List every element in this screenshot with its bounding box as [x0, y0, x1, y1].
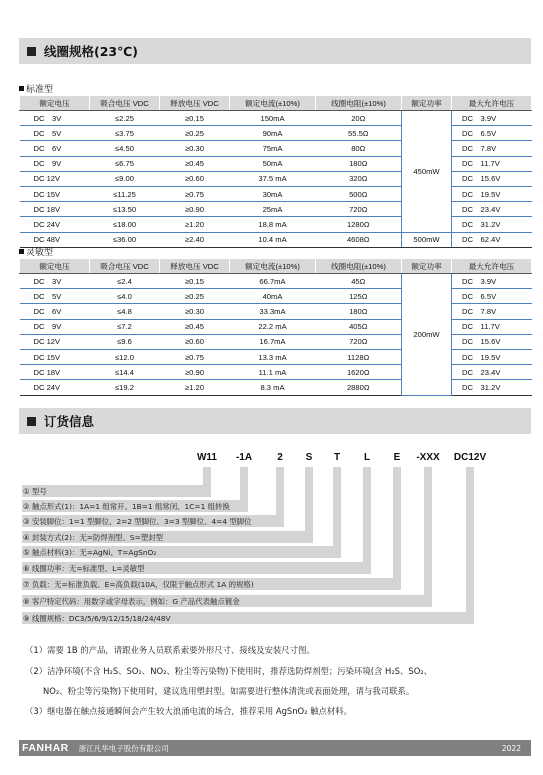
table-row — [20, 202, 532, 217]
table-cell: 11.1 mA — [230, 365, 316, 380]
table-cell: ≤18.00 — [90, 217, 160, 232]
table-cell: 33.3mA — [230, 304, 316, 319]
header-cell: 释放电压 VDC — [160, 259, 230, 274]
section-title: 线圈规格(23℃) — [44, 44, 138, 59]
table-row — [20, 289, 532, 304]
table-cell: 55.5Ω — [316, 126, 402, 141]
table-cell: DC 62.4V — [452, 232, 532, 247]
table-cell: 1128Ω — [316, 349, 402, 364]
table-row — [20, 217, 532, 232]
table-cell: ≤3.75 — [90, 126, 160, 141]
legend-item: ⑧ 客户特定代码：用数字或字母表示，例如：G 产品代表触点镀金 — [23, 597, 240, 606]
table-row — [20, 334, 532, 349]
table-cell: ≤11.25 — [90, 186, 160, 201]
table-cell: DC 24V — [20, 217, 90, 232]
square-bullet-icon — [27, 417, 36, 426]
table-cell: 18.8 mA — [230, 217, 316, 232]
table-row — [20, 186, 532, 201]
header-cell: 额定电压 — [20, 96, 90, 111]
table-cell: DC 6V — [20, 304, 90, 319]
table-cell: ≥0.75 — [160, 186, 230, 201]
table-cell: ≤13.50 — [90, 202, 160, 217]
table-cell: DC 11.7V — [452, 156, 532, 171]
note-2-continued: NO₂、粉尘等污染物)下使用时，建议选用塑封型。如需要进行整体清洗或表面处理，请与我司联系。 — [43, 686, 415, 696]
table-cell: 90mA — [230, 126, 316, 141]
header-cell: 释放电压 VDC — [160, 96, 230, 111]
table-row — [20, 365, 532, 380]
table-cell: 22.2 mA — [230, 319, 316, 334]
table-row — [20, 156, 532, 171]
table-cell: DC 23.4V — [452, 202, 532, 217]
table-cell: DC 5V — [20, 289, 90, 304]
table-cell: DC 12V — [20, 171, 90, 186]
table-cell: ≥1.20 — [160, 217, 230, 232]
table-cell: 50mA — [230, 156, 316, 171]
table-row — [20, 380, 532, 395]
table-cell: 25mA — [230, 202, 316, 217]
table-row — [20, 171, 532, 186]
table-cell: ≥0.25 — [160, 126, 230, 141]
table-cell: ≥0.25 — [160, 289, 230, 304]
section-header-coil-spec — [19, 38, 531, 64]
header-cell: 线圈电阻(±10%) — [316, 96, 402, 111]
footer-year: 2022 — [501, 743, 521, 753]
code-part: E — [393, 451, 401, 463]
table-cell: ≥0.15 — [160, 111, 230, 126]
table-cell: ≤14.4 — [90, 365, 160, 380]
legend-item: ⑨ 线圈规格：DC3/5/6/9/12/15/18/24/48V — [23, 614, 171, 623]
guide-line — [424, 467, 432, 603]
table-cell: DC 3V — [20, 111, 90, 126]
table-cell: DC 19.5V — [452, 349, 532, 364]
header-cell: 额定功率 — [402, 96, 452, 111]
table-cell: 40mA — [230, 289, 316, 304]
code-part: -1A — [235, 451, 253, 463]
table-cell: 1280Ω — [316, 217, 402, 232]
section-title: 订货信息 — [44, 414, 95, 429]
table-cell: DC 31.2V — [452, 380, 532, 395]
table-cell: 1620Ω — [316, 365, 402, 380]
header-cell: 吸合电压 VDC — [90, 259, 160, 274]
table-cell: ≤2.4 — [90, 274, 160, 289]
sensitive-type-label: 灵敏型 — [19, 245, 53, 258]
header-cell: 额定电压 — [20, 259, 90, 274]
table-cell: DC 6V — [20, 141, 90, 156]
guide-line — [393, 467, 401, 586]
table-cell: DC 12V — [20, 334, 90, 349]
table-cell: 8.3 mA — [230, 380, 316, 395]
section-header-ordering-info — [19, 408, 531, 434]
table-cell: ≤9.6 — [90, 334, 160, 349]
sensitive-coil-table — [19, 258, 532, 396]
legend-item: ② 触点形式(1)：1A=1 组常开、1B=1 组常闭、1C=1 组转换 — [23, 502, 230, 511]
table-cell: 500Ω — [316, 186, 402, 201]
header-cell: 吸合电压 VDC — [90, 96, 160, 111]
table-cell: ≤36.00 — [90, 232, 160, 247]
table-cell: DC 18V — [20, 365, 90, 380]
header-cell: 额定功率 — [402, 259, 452, 274]
table-cell: ≤4.0 — [90, 289, 160, 304]
table-row — [20, 319, 532, 334]
table-cell: 66.7mA — [230, 274, 316, 289]
table-cell: DC 5V — [20, 126, 90, 141]
rated-power-cell: 500mW — [402, 232, 452, 247]
table-row — [20, 111, 532, 126]
table-cell: 720Ω — [316, 202, 402, 217]
note-1: （1）需要 1B 的产品，请跟业务人员联系索要外形尺寸、接线及安装尺寸图。 — [25, 645, 315, 655]
table-cell: 180Ω — [316, 304, 402, 319]
header-cell: 最大允许电压 — [452, 96, 532, 111]
code-part: -XXX — [416, 451, 440, 463]
table-header-row — [20, 259, 532, 274]
table-cell: 45Ω — [316, 274, 402, 289]
legend-item: ① 型号 — [23, 487, 47, 496]
square-bullet-icon — [19, 86, 24, 91]
guide-line — [305, 467, 313, 539]
table-cell: DC 19.5V — [452, 186, 532, 201]
table-cell: 75mA — [230, 141, 316, 156]
table-cell: 30mA — [230, 186, 316, 201]
table-header-row — [20, 96, 532, 111]
table-cell: 2880Ω — [316, 380, 402, 395]
table-cell: ≥0.30 — [160, 304, 230, 319]
code-part: S — [305, 451, 313, 463]
table-cell: ≤4.8 — [90, 304, 160, 319]
table-row — [20, 274, 532, 289]
guide-line — [22, 485, 211, 497]
table-cell: 180Ω — [316, 156, 402, 171]
table-cell: 150mA — [230, 111, 316, 126]
table-cell: DC 9V — [20, 319, 90, 334]
note-3: （3）继电器在触点接通瞬间会产生较大浪涌电流的场合，推荐采用 AgSnO₂ 触点材料。 — [25, 706, 353, 716]
table-cell: DC 48V — [20, 232, 90, 247]
table-cell: 125Ω — [316, 289, 402, 304]
table-cell: ≥0.45 — [160, 319, 230, 334]
table-cell: DC 15V — [20, 186, 90, 201]
square-bullet-icon — [27, 47, 36, 56]
table-cell: ≥0.30 — [160, 141, 230, 156]
table-cell: DC 31.2V — [452, 217, 532, 232]
table-cell: 20Ω — [316, 111, 402, 126]
table-cell: ≤9.00 — [90, 171, 160, 186]
table-cell: 37.5 mA — [230, 171, 316, 186]
table-cell: ≤12.0 — [90, 349, 160, 364]
table-cell: ≥0.60 — [160, 171, 230, 186]
legend-item: ④ 封装方式(2)：无=防焊剂型、S=塑封型 — [23, 533, 163, 542]
company-logo: FANHAR — [22, 742, 69, 754]
company-name: 浙江凡华电子股份有限公司 — [78, 743, 169, 753]
table-cell: ≤2.25 — [90, 111, 160, 126]
table-cell: 13.3 mA — [230, 349, 316, 364]
table-cell: ≤6.75 — [90, 156, 160, 171]
code-part: DC12V — [453, 451, 487, 463]
standard-type-label: 标准型 — [19, 82, 53, 95]
table-cell: 320Ω — [316, 171, 402, 186]
table-cell: DC 3V — [20, 274, 90, 289]
table-row — [20, 141, 532, 156]
table-cell: DC 7.8V — [452, 304, 532, 319]
guide-line — [466, 467, 474, 620]
legend-item: ⑥ 线圈功率：无=标准型、L=灵敏型 — [23, 564, 145, 573]
table-cell: ≥0.15 — [160, 274, 230, 289]
table-cell: ≥0.60 — [160, 334, 230, 349]
table-cell: DC 6.5V — [452, 126, 532, 141]
table-cell: DC 3.9V — [452, 274, 532, 289]
square-bullet-icon — [19, 249, 24, 254]
table-row — [20, 232, 532, 247]
table-cell: ≥1.20 — [160, 380, 230, 395]
table-row — [20, 126, 532, 141]
table-row — [20, 304, 532, 319]
table-cell: 10.4 mA — [230, 232, 316, 247]
table-cell: DC 7.8V — [452, 141, 532, 156]
header-cell: 额定电流(±10%) — [230, 96, 316, 111]
code-part: T — [333, 451, 341, 463]
table-cell: ≥0.90 — [160, 202, 230, 217]
code-part: 2 — [277, 451, 283, 463]
table-cell: ≥0.90 — [160, 365, 230, 380]
table-cell: 16.7mA — [230, 334, 316, 349]
table-cell: ≤19.2 — [90, 380, 160, 395]
table-cell: ≥0.45 — [160, 156, 230, 171]
standard-coil-table — [19, 95, 532, 248]
table-cell: 80Ω — [316, 141, 402, 156]
code-part: L — [363, 451, 371, 463]
legend-item: ⑦ 负载：无=标准负载、E=高负载(10A，仅限于触点形式 1A 的规格) — [23, 580, 254, 589]
table-cell: DC 3.9V — [452, 111, 532, 126]
table-cell: ≤7.2 — [90, 319, 160, 334]
table-cell: 720Ω — [316, 334, 402, 349]
legend-item: ⑤ 触点材料(3)：无=AgNi、T=AgSnO₂ — [23, 548, 157, 557]
table-row — [20, 349, 532, 364]
table-cell: DC 15.6V — [452, 334, 532, 349]
table-cell: DC 18V — [20, 202, 90, 217]
table-cell: 4608Ω — [316, 232, 402, 247]
rated-power-cell: 450mW — [402, 111, 452, 233]
table-cell: DC 23.4V — [452, 365, 532, 380]
table-cell: DC 11.7V — [452, 319, 532, 334]
legend-item: ③ 安装脚位：1=1 型脚位、2=2 型脚位、3=3 型脚位、4=4 型脚位 — [23, 517, 252, 526]
code-part: W11 — [196, 451, 217, 463]
table-cell: 405Ω — [316, 319, 402, 334]
table-cell: DC 9V — [20, 156, 90, 171]
table-cell: ≤4.50 — [90, 141, 160, 156]
guide-line — [333, 467, 341, 554]
table-cell: DC 15V — [20, 349, 90, 364]
page-footer — [19, 740, 531, 756]
note-2: （2）洁净环境(不含 H₂S、SO₂、NO₂、粉尘等污染物)下使用时，推荐选防焊剂型；污染环境(含 H₂S、SO₂、 — [25, 666, 433, 676]
header-cell: 线圈电阻(±10%) — [316, 259, 402, 274]
header-cell: 最大允许电压 — [452, 259, 532, 274]
table-cell: ≥2.40 — [160, 232, 230, 247]
table-cell: DC 6.5V — [452, 289, 532, 304]
guide-line — [363, 467, 371, 570]
rated-power-cell: 200mW — [402, 274, 452, 396]
header-cell: 额定电流(±10%) — [230, 259, 316, 274]
table-cell: DC 15.6V — [452, 171, 532, 186]
table-cell: ≥0.75 — [160, 349, 230, 364]
table-cell: DC 24V — [20, 380, 90, 395]
